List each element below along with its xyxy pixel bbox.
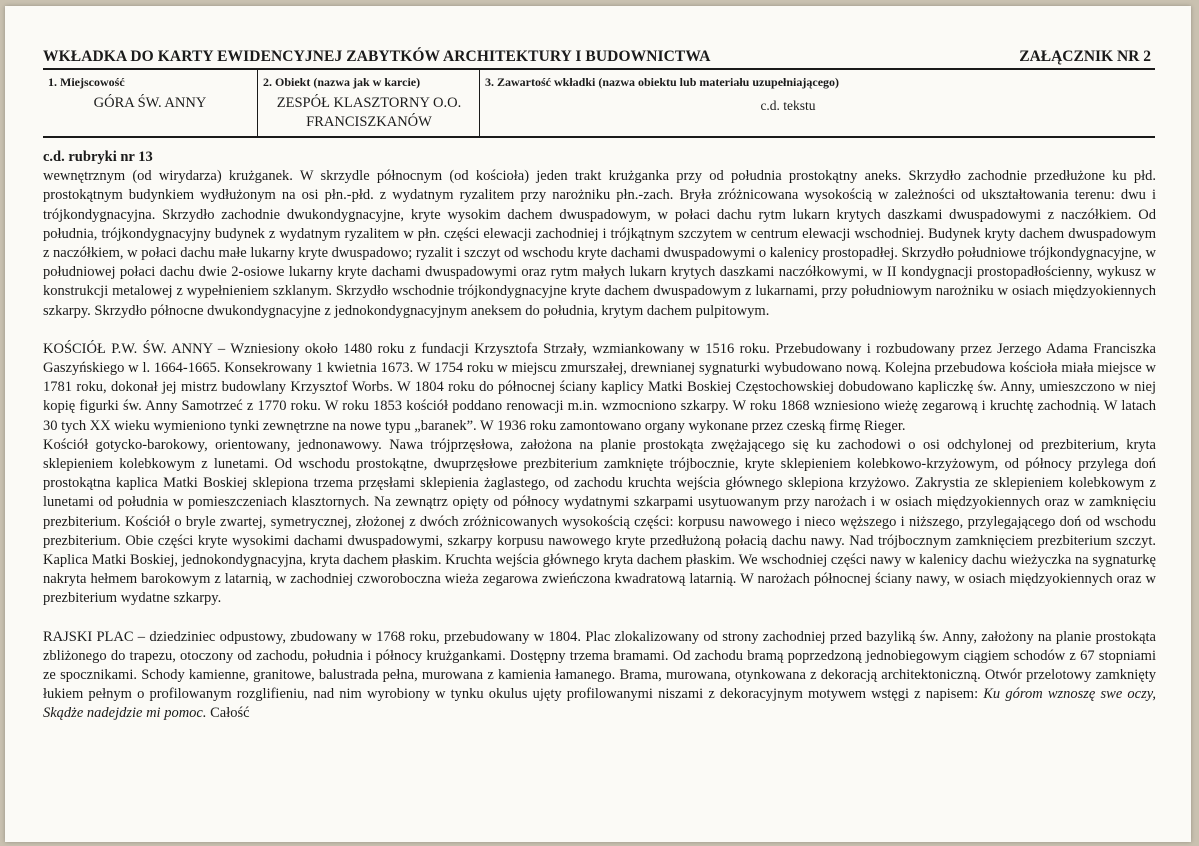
field-place (43, 70, 257, 136)
paragraph-paradise-end: Całość (206, 705, 250, 722)
paragraph-wings: wewnętrznym (od wirydarza) krużganek. W skrzydle północnym (od kościoła) jeden trakt krużganka przy od południa prostokątny aneks. Skrzydło zachodnie przedłużone ku płd. prostokątnym budynkiem wydłużonym na osi płn.-płd. z wydatnym ryzalitem przy narożniku płn.-zach. Bryła zróżnicowana wysokością w zależności od ukształtowania terenu: dwu i trójkondygnacyjna. Skrzydło zachodnie dwukondygnacyjne, kryte wysokim dachem dwuspadowym, w połaci dachu rytm lukarn krytych daszkami dwuspadowymi z naczółkiem. Od południa, trójkondygnacyjny budynek z wydatnym ryzalitem w płn. części elewacji zachodniej i trójkątnym szczytem w centrum elewacji wschodniej. Budynek kryty dachem dwuspadowym z naczółkiem, w połaci dachu małe lukarny kryte dwuspadowo; ryzalit i szczyt od wschodu kryte dachami dwuspadowymi o kalenicy prostopadłej. Skrzydło południowe trójkondygnacyjne, w południowej połaci dachu dwie 2-osiowe lukarny kryte dachami dwuspadowymi oraz rytm małych lukarn krytych daszkami naczółkowymi, w II kondygnacji prostopadłościenny, wykusz w konstrukcji metalowej z wypełnieniem szklanym. Skrzydło wschodnie trójkondygnacyjne kryte dachem dwuspadowym z lukarnami, przy południowym narożniku w osiach międzyokiennych szkarpy. Skrzydło północne dwukondygnacyjne z jednokondygnacyjnym aneksem do południa, krytym dachem pulpitowym. (43, 168, 1156, 319)
field-object-value-line1: ZESPÓŁ KLASZTORNY O.O. (276, 95, 462, 111)
document-title: WKŁADKA DO KARTY EWIDENCYJNEJ ZABYTKÓW ARCHITEKTURY I BUDOWNICTWA (43, 48, 711, 65)
field-content (479, 70, 1156, 136)
document-sheet (5, 6, 1191, 842)
field-place-value: GÓRA ŚW. ANNY (93, 95, 207, 111)
fields-rule (43, 136, 1155, 138)
paragraph-paradise-square (43, 628, 1156, 724)
field-object-value-line2: FRANCISZKANÓW (306, 114, 432, 130)
paragraph-gap (43, 609, 1156, 628)
paragraph-paradise-text: RAJSKI PLAC – dziedziniec odpustowy, zbudowany w 1768 roku, przebudowany w 1804. Plac zlokalizowany od strony zachodniej przed bazyliką św. Anny, założony na planie prostokąta zbliżonego do trapezu, otoczony od zachodu, południa i północy krużgankami. Dostępny trzema bramami. Od zachodu bramą poprzedzoną jednobiegowym ciągiem schodów z 67 stopniami ze spocznikami. Schody kamienne, granitowe, balustrada pełna, murowana z kamienia łamanego. Brama, murowana, otynkowana z dekoracją architektoniczną. Otwór przelotowy zamknięty łukiem pełnym o profilowanym rozglifieniu, nad nim wyrobiony w tynku okulus ujęty profilowanymi niszami z dekoracyjnym motywem wstęgi z napisem: (43, 628, 1156, 703)
attachment-number: ZAŁĄCZNIK NR 2 (1019, 48, 1151, 65)
field-content-value: c.d. tekstu (760, 98, 816, 113)
paragraph-church-history: KOŚCIÓŁ P.W. ŚW. ANNY – Wzniesiony około 1480 roku z fundacji Krzysztofa Strzały, wzmiankowany w 1516 roku. Przebudowany i rozbudowany przez Jerzego Adama Franciszka Gaszyńskiego w l. 1664-1665. Konsekrowany 1 kwietnia 1673. W 1754 roku w miejscu zmurszałej, drewnianej sygnaturki wybudowano nową. Kolejna przebudowa kościoła miała miejsce w 1781 roku, dokonał jej mistrz budowlany Krzysztof Worbs. W 1804 roku do północnej ściany kaplicy Matki Boskiej Częstochowskiej dobudowano kapliczkę św. Anny, umieszczono w niej kopię figurki św. Anny Samotrzeć z 1770 roku. W roku 1853 kościół poddano renowacji m.in. wzmocniono szkarpy. W roku 1868 wzniesiono wieżę zegarową i kruchtę zachodnią. W latach 30 tych XX wieku wymieniono tynki zewnętrzne na nowe typu „baranek”. W 1936 roku zamontowano organy wykonane przez czeską firmę Rieger. (43, 340, 1156, 434)
field-object-label: 2. Obiekt (nazwa jak w karcie) (263, 75, 421, 89)
inscription-quote: Ku górom wznoszę swe oczy, Skądże nadejdzie mi pomoc. (43, 686, 1156, 722)
paragraph-church-description: Kościół gotycko-barokowy, orientowany, jednonawowy. Nawa trójprzęsłowa, założona na planie prostokąta zwężającego się ku zachodowi o osi odchylonej od prezbiterium, kryta sklepieniem kolebkowym z lunetami. Od wschodu prostokątne, dwuprzęsłowe prezbiterium zamknięte trójbocznie, kryte sklepieniem kolebkowo-krzyżowym, od północy przylega doń prostokątna kaplica Matki Boskiej sklepiona trzema przęsłami sklepienia żaglastego, od zachodu kruchta wejścia głównego sklepiona krzyżowo. Zakrystia ze sklepieniem kolebkowym z lunetami od południa w pomieszczeniach klasztornych. Na zewnątrz opięty od północy wydatnymi szkarpami usytuowanym przy narożach i w osiach międzyokiennych oraz w zamknięciu prezbiterium. Kościół o bryle zwartej, symetrycznej, złożonej z dwóch zróżnicowanych wysokością części: korpusu nawowego i nieco węższego i niższego, przylegającego doń od wschodu prezbiterium. Obie części kryte wysokimi dachami dwuspadowymi, szkarpy korpusu nawowego kryte przedłużoną połacią dachu nawy. Nad trójbocznym zamknięciem prezbiterium szczyt. Kaplica Matki Boskiej, jednokondygnacyjna, kryta dachem płaskim. Kruchta wejścia głównego kryta dachem płaskim. We wschodniej części nawy w kalenicy dachu wieżyczka na sygnaturkę nakryta hełmem barokowym z latarnią, w zachodniej czworoboczna wieża zegarowa zwieńczona kwadratową latarnią. W narożach północnej ściany nawy, w osiach międzyokiennych oraz w prezbiterium wydatne szkarpy. (43, 436, 1156, 607)
document-body (43, 148, 1156, 724)
fields-row (43, 70, 1155, 136)
paragraph-gap (43, 321, 1156, 340)
section-heading: c.d. rubryki nr 13 (43, 149, 153, 165)
field-content-label: 3. Zawartość wkładki (nazwa obiektu lub materiału uzupełniającego) (485, 75, 840, 89)
field-place-label: 1. Miejscowość (48, 75, 125, 89)
